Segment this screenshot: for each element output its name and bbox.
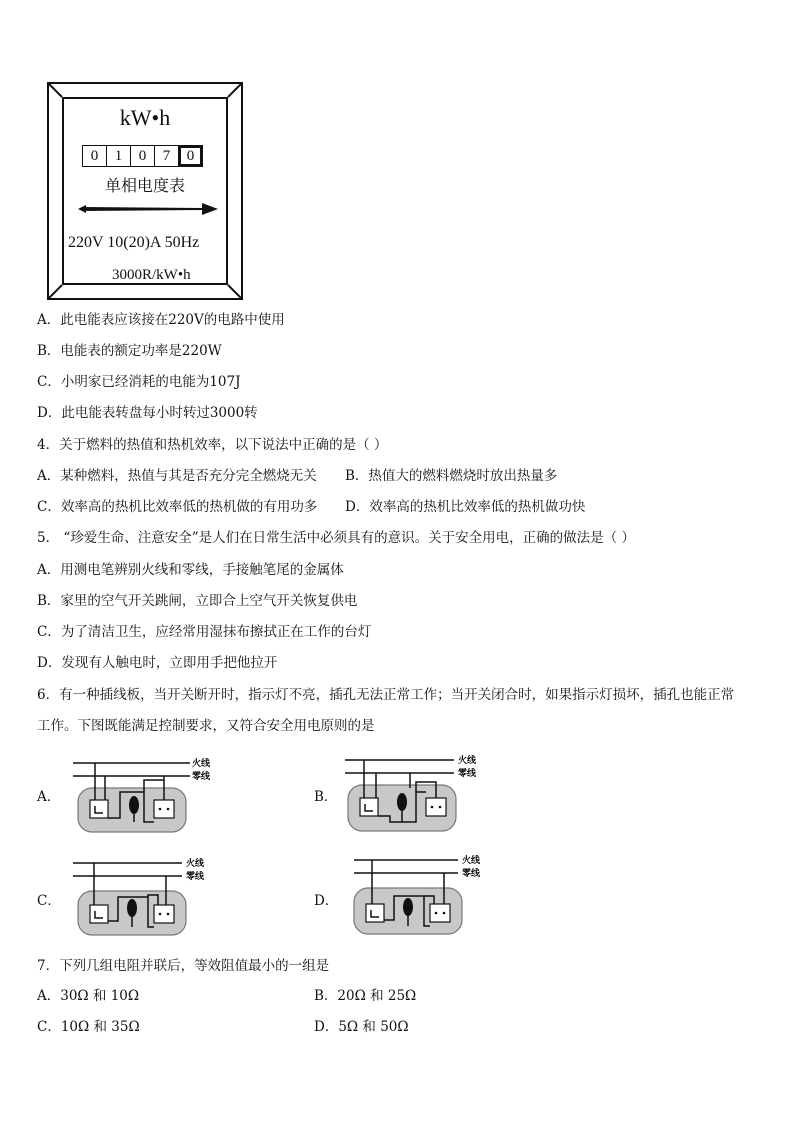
q3-option-b: B．电能表的额定功率是220W bbox=[37, 343, 222, 359]
q5-stem: 5． “珍爱生命、注意安全”是人们在日常生活中必须具有的意识。关于安全用电，正确的做法是（ ） bbox=[37, 530, 635, 546]
q7-option-a: A．30Ω 和 10Ω bbox=[37, 988, 140, 1004]
q7-option-d: D．5Ω 和 50Ω bbox=[314, 1019, 409, 1035]
meter-digit: 0 bbox=[131, 146, 155, 166]
q3-option-d: D．此电能表转盘每小时转过3000转 bbox=[37, 405, 258, 421]
neutral-wire-label-b: 零线 bbox=[458, 769, 477, 779]
neutral-wire-label-c: 零线 bbox=[186, 872, 205, 882]
q6-label-b: B． bbox=[314, 789, 338, 805]
meter-digit: 0 bbox=[83, 146, 107, 166]
meter-unit: kW•h bbox=[119, 105, 171, 130]
meter-spec: 220V 10(20)A 50Hz bbox=[68, 234, 200, 251]
live-wire-label-a: 火线 bbox=[192, 759, 211, 769]
meter-digit-decimal: 0 bbox=[179, 146, 202, 166]
live-wire-label-b: 火线 bbox=[458, 756, 477, 766]
q5-option-c: C．为了清洁卫生，应经常用湿抹布擦拭正在工作的台灯 bbox=[37, 624, 372, 640]
q5-option-b: B．家里的空气开关跳闸，立即合上空气开关恢复供电 bbox=[37, 593, 358, 609]
live-wire-label-c: 火线 bbox=[186, 859, 205, 869]
q6-diagram-c bbox=[70, 855, 240, 940]
q4-option-b: B．热值大的燃料燃烧时放出热量多 bbox=[345, 468, 558, 484]
meter-name: 单相电度表 bbox=[104, 176, 185, 195]
q7-option-c: C．10Ω 和 35Ω bbox=[37, 1019, 140, 1035]
meter-digit: 7 bbox=[155, 146, 179, 166]
q4-option-d: D．效率高的热机比效率低的热机做功快 bbox=[345, 499, 586, 515]
electricity-meter-figure bbox=[47, 82, 243, 300]
q6-label-c: C． bbox=[37, 893, 61, 909]
q4-option-a: A．某种燃料，热值与其是否充分完全燃烧无关 bbox=[37, 468, 317, 484]
q7-stem: 7．下列几组电阻并联后，等效阻值最小的一组是 bbox=[37, 958, 330, 974]
q6-stem-line2: 工作。下图既能满足控制要求，又符合安全用电原则的是 bbox=[37, 718, 375, 734]
q6-diagram-a bbox=[70, 752, 240, 837]
q3-option-c: C．小明家已经消耗的电能为107J bbox=[37, 374, 241, 390]
q5-option-a: A．用测电笔辨别火线和零线，手接触笔尾的金属体 bbox=[37, 562, 344, 578]
q6-label-d: D． bbox=[314, 893, 339, 909]
neutral-wire-label-a: 零线 bbox=[192, 772, 211, 782]
meter-digit: 1 bbox=[107, 146, 131, 166]
live-wire-label-d: 火线 bbox=[462, 856, 481, 866]
q3-option-a: A．此电能表应该接在220V的电路中使用 bbox=[37, 312, 285, 328]
q6-stem-line1: 6．有一种插线板，当开关断开时，指示灯不亮，插孔无法正常工作；当开关闭合时，如果指示灯损坏，插孔也能正常 bbox=[37, 687, 735, 703]
meter-frame-corners bbox=[49, 84, 241, 298]
q4-option-c: C．效率高的热机比效率低的热机做的有用功多 bbox=[37, 499, 318, 515]
q6-diagram-b bbox=[342, 752, 512, 837]
q5-option-d: D．发现有人触电时，立即用手把他拉开 bbox=[37, 655, 278, 671]
q6-diagram-d bbox=[342, 852, 512, 942]
meter-rate: 3000R/kW•h bbox=[112, 267, 191, 283]
q6-label-a: A． bbox=[37, 789, 61, 805]
neutral-wire-label-d: 零线 bbox=[462, 869, 481, 879]
q7-option-b: B．20Ω 和 25Ω bbox=[314, 988, 417, 1004]
q4-stem: 4．关于燃料的热值和热机效率，以下说法中正确的是（ ） bbox=[37, 437, 388, 453]
